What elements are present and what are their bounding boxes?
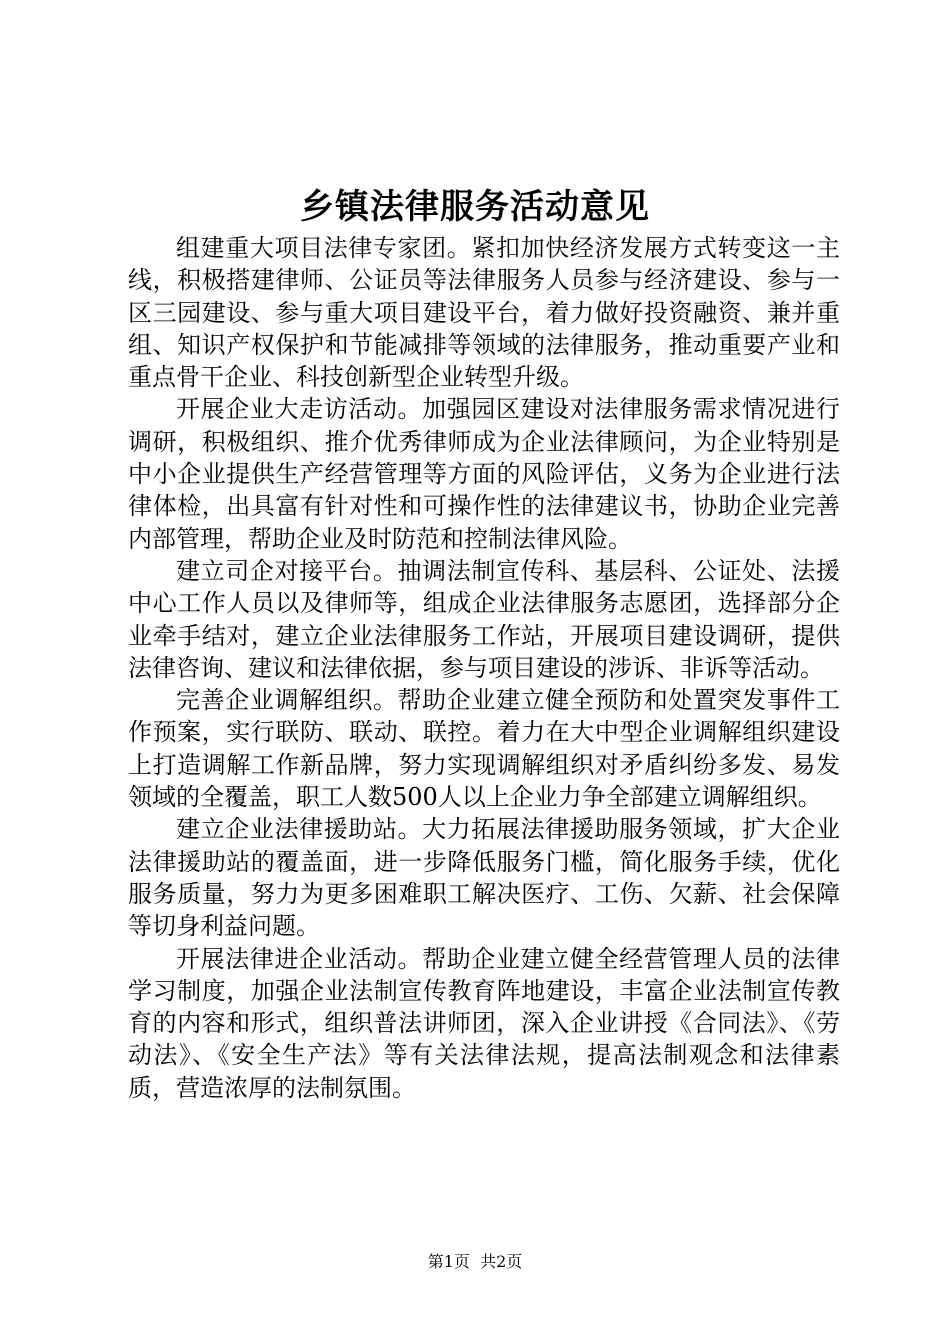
- paragraph-mediation-organization: 完善企业调解组织。帮助企业建立健全预防和处置突发事件工作预案，实行联防、联动、联控。着力在大中型企业调解组织建设上打造调解工作新品牌，努力实现调解组织对矛盾纠纷多发、易发领域的全覆盖，职工人数500人以上企业力争全部建立调解组织。: [128, 686, 840, 812]
- document-body: [128, 232, 840, 1104]
- paragraph-enterprise-visits: 开展企业大走访活动。加强园区建设对法律服务需求情况进行调研，积极组织、推介优秀律师成为企业法律顾问，为企业特别是中小企业提供生产经营管理等方面的风险评估，义务为企业进行法律体检，出具富有针对性和可操作性的法律建议书，协助企业完善内部管理，帮助企业及时防范和控制法律风险。: [128, 395, 840, 553]
- paragraph-legal-expert-team: 组建重大项目法律专家团。紧扣加快经济发展方式转变这一主线，积极搭建律师、公证员等法律服务人员参与经济建设、参与一区三园建设、参与重大项目建设平台，着力做好投资融资、兼并重组、知识产权保护和节能减排等领域的法律服务，推动重要产业和重点骨干企业、科技创新型企业转型升级。: [128, 234, 840, 392]
- paragraph-legal-aid-station: 建立企业法律援助站。大力拓展法律援助服务领域，扩大企业法律援助站的覆盖面，进一步降低服务门槛，简化服务手续，优化服务质量，努力为更多困难职工解决医疗、工伤、欠薪、社会保障等切身利益问题。: [128, 815, 840, 941]
- document-title: 乡镇法律服务活动意见: [300, 187, 650, 227]
- page-footer: 第1页 共2页: [427, 1252, 523, 1271]
- paragraph-docking-platform: 建立司企对接平台。抽调法制宣传科、基层科、公证处、法援中心工作人员以及律师等，组成企业法律服务志愿团，选择部分企业牵手结对，建立企业法律服务工作站，开展项目建设调研，提供法律咨询、建议和法律依据，参与项目建设的涉诉、非诉等活动。: [128, 556, 840, 682]
- paragraph-law-into-enterprise: 开展法律进企业活动。帮助企业建立健全经营管理人员的法律学习制度，加强企业法制宣传教育阵地建设，丰富企业法制宣传教育的内容和形式，组织普法讲师团，深入企业讲授《合同法》、《劳动法》、《安全生产法》等有关法律法规，提高法制观念和法律素质，营造浓厚的法制氛围。: [128, 944, 840, 1102]
